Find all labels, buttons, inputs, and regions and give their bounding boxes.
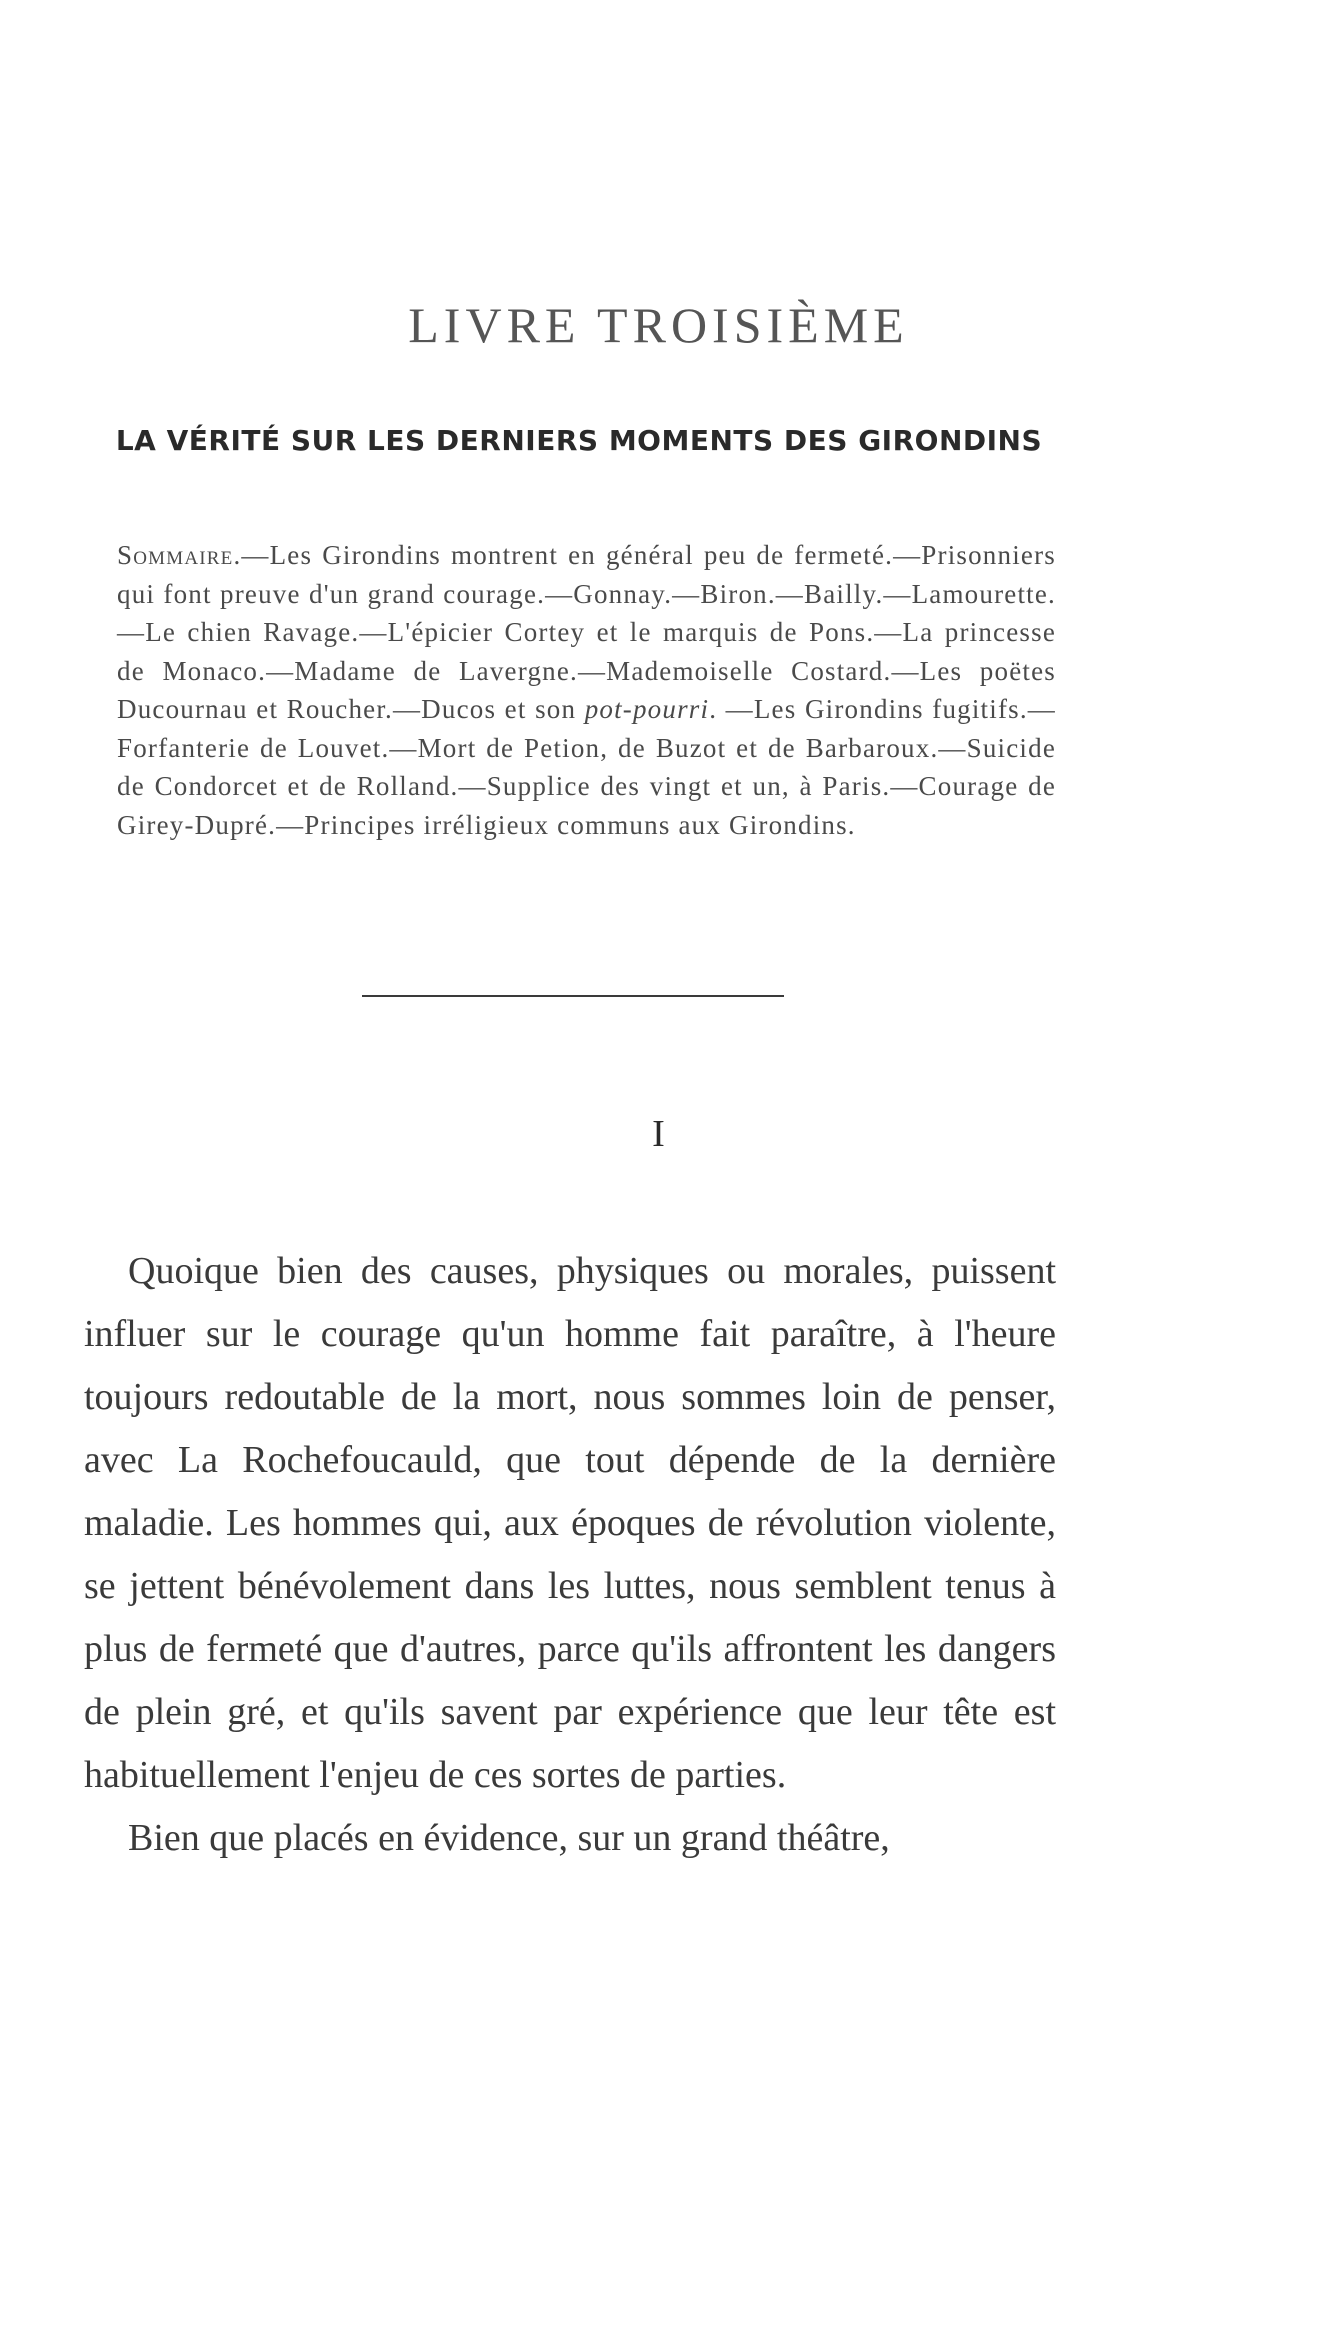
paragraph: Quoique bien des causes, physiques ou morales, puissent influer sur le courage qu'un homme fait paraître, à l'heure toujours redoutable de la mort, nous sommes loin de penser, avec La Rochefoucauld, que tout dépende de la dernière maladie. Les hommes qui, aux époques de révolution violente, se jettent bénévolement dans les luttes, nous semblent tenus à plus de fermeté que d'autres, parce qu'ils affrontent les dangers de plein gré, et qu'ils savent par expérience que leur tête est habituellement l'enjeu de ces sortes de parties.	[84, 1250, 1056, 1796]
paragraph: Bien que placés en évidence, sur un grand théâtre,	[128, 1817, 890, 1859]
body-text	[84, 1240, 1056, 1870]
chapter-title: LA VÉRITÉ SUR LES DERNIERS MOMENTS DES GIRONDINS	[115, 424, 1043, 457]
chapter-summary	[117, 536, 1056, 844]
section-divider	[362, 995, 784, 997]
book-title: LIVRE TROISIÈME	[408, 297, 909, 353]
summary-text-end: . —Les Girondins fugitifs.—Forfanterie de Louvet.—Mort de Petion, de Buzot et de Barbaroux.—Suicide de Condorcet et de Rolland.—Supplice des vingt et un, à Paris.—Courage de Girey-Dupré.—Principes irréligieux communs aux Girondins.	[117, 694, 1056, 840]
summary-label: Sommaire.	[117, 540, 242, 570]
summary-italic-text: pot-pourri	[584, 694, 710, 724]
summary-text: —Les Girondins montrent en général peu de fermeté.—Prisonniers qui font preuve d'un grand courage.—Gonnay.—Biron.—Bailly.—Lamourette.—Le chien Ravage.—L'épicier Cortey et le marquis de Pons.—La princesse de Monaco.—Madame de Lavergne.—Mademoiselle Costard.—Les poëtes Ducournau et Roucher.—Ducos et son	[117, 540, 1056, 724]
section-number: I	[652, 1113, 665, 1155]
